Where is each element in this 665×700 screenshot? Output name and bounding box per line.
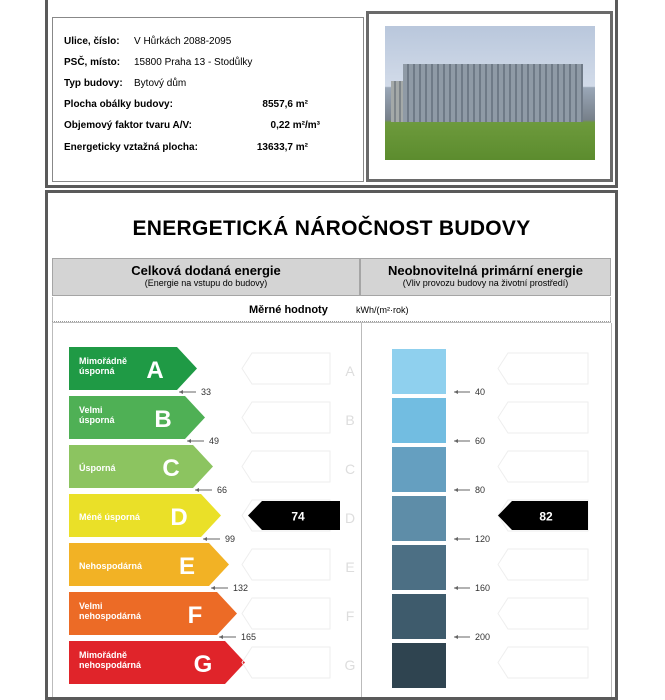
- left-threshold-arrow: [187, 439, 191, 443]
- right-threshold-value: 40: [475, 387, 486, 397]
- building-photo-frame: [366, 11, 613, 182]
- right-threshold-value: 160: [475, 583, 491, 593]
- left-threshold-arrow: [211, 586, 215, 590]
- left-threshold-value: 165: [241, 632, 257, 642]
- class-label-f: Velmi: [79, 601, 103, 611]
- right-empty-marker: [498, 549, 588, 580]
- right-class-bar-g: [392, 643, 446, 688]
- right-threshold-arrow: [454, 537, 458, 541]
- class-label-b: úsporná: [79, 415, 115, 425]
- info-value: Bytový dům: [134, 78, 187, 89]
- right-class-bar-a: [392, 349, 446, 394]
- right-value: 82: [539, 509, 553, 524]
- left-value: 74: [291, 509, 305, 524]
- left-threshold-value: 99: [225, 534, 236, 544]
- right-empty-marker: [498, 402, 588, 433]
- left-threshold-arrow: [219, 635, 223, 639]
- info-label: Energeticky vztažná plocha:: [64, 142, 198, 153]
- right-threshold-value: 60: [475, 436, 486, 446]
- right-empty-marker: [498, 451, 588, 482]
- left-threshold-value: 66: [217, 485, 228, 495]
- left-header-subtitle: (Energie na vstupu do budovy): [144, 278, 268, 288]
- class-letter-g: G: [193, 651, 213, 678]
- right-class-bar-b: [392, 398, 446, 443]
- left-threshold-arrow: [179, 390, 183, 394]
- left-empty-marker: [242, 598, 330, 629]
- page-title: ENERGETICKÁ NÁROČNOST BUDOVY: [132, 217, 531, 240]
- left-header-title: Celková dodaná energie: [131, 263, 281, 278]
- right-threshold-arrow: [454, 390, 458, 394]
- class-letter-d: D: [170, 504, 188, 531]
- building-info-frame: [45, 0, 618, 188]
- right-threshold-value: 80: [475, 485, 486, 495]
- right-threshold-arrow: [454, 488, 458, 492]
- right-empty-marker: [498, 353, 588, 384]
- left-empty-marker: [242, 549, 330, 580]
- right-header-title: Neobnovitelná primární energie: [387, 263, 584, 278]
- class-label-e: Nehospodárná: [79, 561, 143, 571]
- info-label: Objemový faktor tvaru A/V:: [64, 120, 192, 131]
- info-label: Ulice, číslo:: [64, 36, 120, 47]
- right-class-bar-f: [392, 594, 446, 639]
- right-threshold-arrow: [454, 439, 458, 443]
- photo-main-building: [403, 64, 583, 122]
- building-info-table: [52, 17, 364, 182]
- class-label-a: úsporná: [79, 366, 115, 376]
- left-threshold-value: 33: [201, 387, 212, 397]
- class-label-c: Úsporná: [79, 463, 116, 473]
- right-class-bar-d: [392, 496, 446, 541]
- right-class-bar-c: [392, 447, 446, 492]
- right-empty-marker: [498, 647, 588, 678]
- info-row-type: [64, 78, 187, 89]
- class-letter-f: F: [187, 602, 203, 629]
- right-threshold-value: 120: [475, 534, 491, 544]
- info-label: PSČ, místo:: [64, 57, 121, 68]
- building-photo: [385, 26, 595, 160]
- left-threshold-value: 132: [233, 583, 249, 593]
- info-label: Plocha obálky budovy:: [64, 99, 173, 110]
- left-ghost-letter: F: [345, 608, 355, 624]
- class-label-g: Mimořádně: [79, 650, 128, 660]
- right-class-bar-e: [392, 545, 446, 590]
- class-label-d: Méně úsporná: [79, 512, 141, 522]
- left-ghost-letter: B: [345, 412, 355, 428]
- left-threshold-arrow: [195, 488, 199, 492]
- class-letter-e: E: [178, 553, 196, 580]
- left-ghost-letter: G: [344, 657, 356, 673]
- right-header-subtitle: (Vliv provozu budovy na životní prostředí): [402, 278, 569, 288]
- energy-label-frame: [45, 190, 618, 700]
- right-empty-marker: [498, 598, 588, 629]
- class-label-g: nehospodárná: [79, 660, 142, 670]
- info-value: V Hůrkách 2088-2095: [134, 36, 232, 47]
- info-value: 0,22 m²/m³: [270, 120, 320, 131]
- class-label-a: Mimořádně: [79, 356, 128, 366]
- info-value: 8557,6 m²: [262, 99, 308, 110]
- left-threshold-value: 49: [209, 436, 220, 446]
- left-threshold-arrow: [203, 537, 207, 541]
- left-ghost-letter: A: [345, 363, 355, 379]
- info-row-zip: [64, 57, 253, 68]
- info-row-shape-factor: [64, 120, 320, 131]
- left-empty-marker: [242, 353, 330, 384]
- right-threshold-arrow: [454, 586, 458, 590]
- unit-value: kWh/(m²·rok): [356, 305, 409, 315]
- class-label-b: Velmi: [79, 405, 103, 415]
- class-letter-a: A: [146, 357, 164, 384]
- info-value: 15800 Praha 13 - Stodůlky: [134, 57, 253, 68]
- info-label: Typ budovy:: [64, 78, 123, 89]
- info-row-envelope: [64, 99, 308, 110]
- left-ghost-letter: E: [345, 559, 355, 575]
- right-threshold-arrow: [454, 635, 458, 639]
- unit-label: Měrné hodnoty: [249, 304, 328, 316]
- left-empty-marker: [242, 451, 330, 482]
- info-row-street: [64, 36, 232, 47]
- left-ghost-letter: D: [344, 510, 356, 526]
- info-value: 13633,7 m²: [256, 142, 308, 153]
- left-empty-marker: [242, 402, 330, 433]
- info-row-area: [64, 142, 308, 153]
- class-letter-b: B: [154, 406, 172, 433]
- energy-scale-graphic: [48, 193, 615, 693]
- right-threshold-value: 200: [475, 632, 491, 642]
- left-ghost-letter: C: [344, 461, 356, 477]
- class-label-f: nehospodárná: [79, 611, 142, 621]
- left-empty-marker: [242, 647, 330, 678]
- class-letter-c: C: [162, 455, 180, 482]
